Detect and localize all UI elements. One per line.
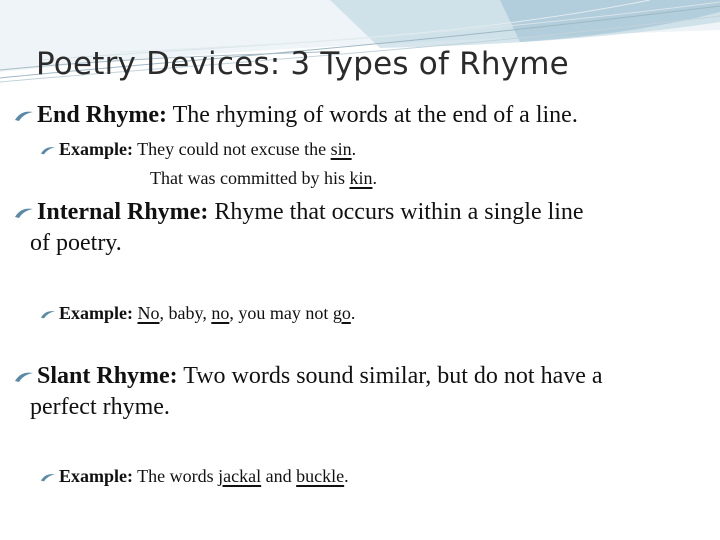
example-label: Example: [59, 139, 133, 159]
swoosh-bullet-icon [40, 309, 56, 320]
slant-rhyme-bullet [14, 363, 603, 390]
end-rhyme-example-line-2 [150, 168, 377, 189]
internal-rhyme-bullet [14, 199, 584, 226]
slant-rhyme-definition-cont: perfect rhyme. [30, 394, 170, 420]
word-buckle: buckle [296, 466, 345, 486]
punctuation: . [350, 303, 356, 323]
example-label: Example: [59, 303, 133, 323]
internal-rhyme-term: Internal Rhyme: [37, 199, 209, 225]
example-text: , you may not [229, 303, 333, 323]
example-text: The words [133, 466, 219, 486]
slant-rhyme-definition: Two words sound similar, but do not have a [177, 363, 603, 389]
example-text: That was committed by his [150, 168, 350, 188]
slide-title: Poetry Devices: 3 Types of Rhyme [36, 46, 569, 82]
swoosh-bullet-icon [14, 370, 34, 384]
word-jackal: jackal [218, 466, 262, 486]
rhyme-word-sin: sin [330, 139, 352, 159]
swoosh-bullet-icon [40, 472, 56, 483]
rhyme-word-no-2: no [211, 303, 230, 323]
example-label: Example: [59, 466, 133, 486]
punctuation: . [372, 168, 377, 188]
example-text: and [261, 466, 297, 486]
swoosh-bullet-icon [14, 109, 34, 123]
slant-rhyme-term: Slant Rhyme: [37, 363, 178, 389]
rhyme-word-no: No [137, 303, 160, 323]
example-text: , baby, [159, 303, 212, 323]
internal-rhyme-example [40, 303, 355, 324]
swoosh-bullet-icon [40, 145, 56, 156]
end-rhyme-example [40, 139, 356, 160]
end-rhyme-bullet [14, 102, 578, 129]
slant-rhyme-example [40, 466, 349, 487]
end-rhyme-term: End Rhyme: [37, 102, 168, 128]
example-text: They could not excuse the [133, 139, 331, 159]
internal-rhyme-definition-cont: of poetry. [30, 230, 122, 256]
punctuation: . [344, 466, 349, 486]
swoosh-bullet-icon [14, 206, 34, 220]
end-rhyme-definition: The rhyming of words at the end of a line. [167, 102, 578, 128]
rhyme-word-kin: kin [349, 168, 373, 188]
internal-rhyme-definition: Rhyme that occurs within a single line [208, 199, 584, 225]
punctuation: . [351, 139, 357, 159]
rhyme-word-go: go [332, 303, 351, 323]
